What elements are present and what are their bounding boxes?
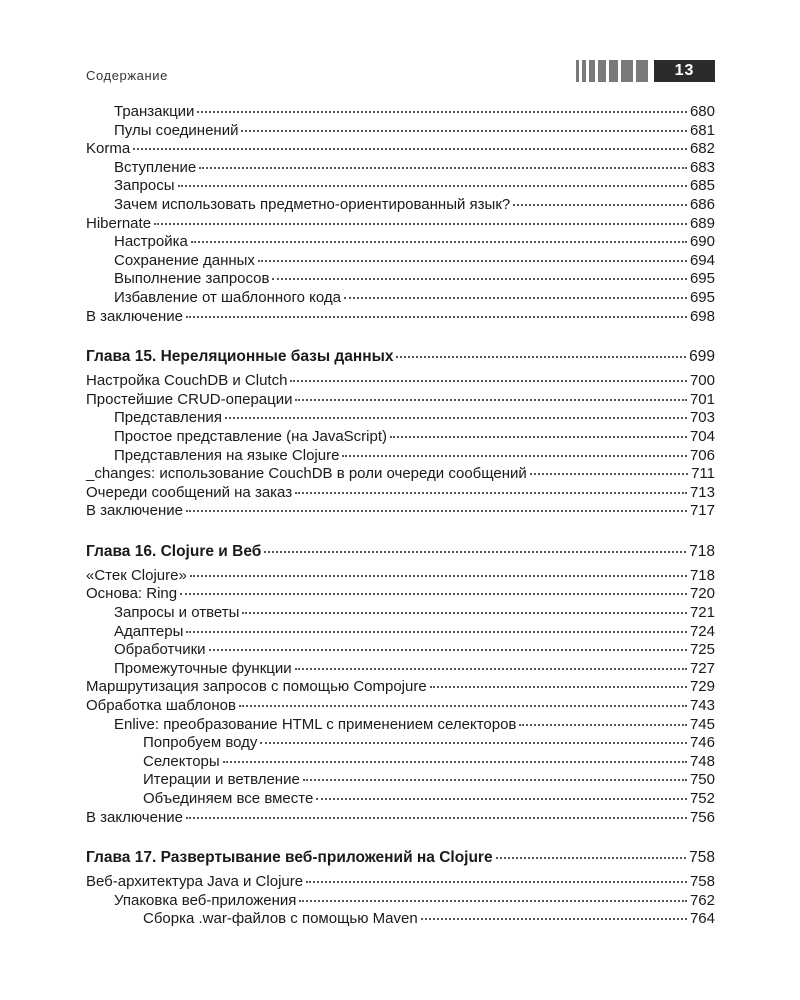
- toc-entry[interactable]: [86, 892, 715, 911]
- toc-entry[interactable]: [86, 641, 715, 660]
- toc-entry-title: Простейшие CRUD-операции: [86, 390, 293, 408]
- toc-entry[interactable]: [86, 910, 715, 929]
- toc-entry-title: В заключение: [86, 808, 183, 826]
- toc-entry-title: _changes: использование CouchDB в роли очереди сообщений: [86, 465, 527, 483]
- toc-entry-title: Пулы соединений: [114, 121, 239, 139]
- toc-entry-page: 701: [689, 390, 715, 408]
- toc-entry-title: Объединяем все вместе: [143, 790, 314, 807]
- toc-entry-title: Hibernate: [86, 214, 152, 232]
- dot-leader: [186, 631, 687, 633]
- dot-leader: [260, 742, 687, 744]
- toc-entry-page: 745: [689, 715, 715, 733]
- dot-leader: [513, 204, 687, 206]
- toc-entry-page: 725: [689, 641, 715, 659]
- toc-entry-title: Маршрутизация запросов с помощью Compojure: [86, 678, 427, 696]
- toc-entry-title: Сборка .war-файлов с помощью Maven: [143, 910, 418, 928]
- toc-entry[interactable]: [86, 771, 715, 790]
- toc-entry[interactable]: [86, 753, 715, 772]
- dot-leader: [154, 223, 687, 225]
- running-title: Содержание: [86, 68, 168, 83]
- toc-entry-title: Основа: Ring: [86, 585, 178, 603]
- toc-chapter[interactable]: [86, 848, 715, 868]
- toc-entry[interactable]: [86, 308, 715, 327]
- dot-leader: [186, 316, 687, 318]
- toc-entry-title: Глава 17. Развертывание веб-приложений на Clojure: [86, 849, 493, 867]
- toc-entry-page: 704: [689, 427, 715, 445]
- toc-entry[interactable]: [86, 790, 715, 809]
- dot-leader: [390, 436, 687, 438]
- toc-entry-page: 695: [689, 270, 715, 288]
- toc-entry-title: Транзакции: [114, 103, 195, 120]
- toc-chapter[interactable]: [86, 542, 715, 562]
- toc-entry-title: Выполнение запросов: [114, 270, 270, 288]
- toc-entry[interactable]: [86, 140, 715, 159]
- toc-entry-page: 729: [689, 678, 715, 696]
- toc-entry[interactable]: [86, 196, 715, 215]
- dot-leader: [241, 130, 686, 132]
- toc-entry[interactable]: [86, 252, 715, 271]
- toc-entry-page: 686: [689, 195, 715, 213]
- toc-entry[interactable]: [86, 289, 715, 308]
- toc-entry[interactable]: [86, 428, 715, 447]
- toc-entry-page: 721: [689, 604, 715, 622]
- toc-entry-title: Настройка CouchDB и Clutch: [86, 372, 288, 390]
- toc-entry-page: 685: [689, 177, 715, 195]
- toc-entry-title: Запросы: [114, 177, 175, 195]
- toc-entry-page: 690: [689, 233, 715, 251]
- toc-entry-title: Итерации и ветвление: [143, 771, 300, 789]
- toc-entry-title: Настройка: [114, 233, 188, 251]
- toc-entry-title: Упаковка веб-приложения: [114, 891, 297, 909]
- toc-entry-title: Промежуточные функции: [114, 659, 292, 677]
- toc-entry-page: 718: [689, 542, 715, 560]
- toc-entry[interactable]: [86, 678, 715, 697]
- dot-leader: [299, 900, 687, 902]
- dot-leader: [186, 817, 687, 819]
- toc-entry[interactable]: [86, 103, 715, 122]
- dot-leader: [396, 356, 686, 358]
- dot-leader: [316, 798, 687, 800]
- toc-entry-title: Обработчики: [114, 641, 206, 659]
- dot-leader: [430, 686, 687, 688]
- toc-entry[interactable]: [86, 567, 715, 586]
- dot-leader: [421, 918, 687, 920]
- dot-leader: [133, 148, 687, 150]
- dot-leader: [197, 111, 687, 113]
- toc-entry-page: 689: [689, 214, 715, 232]
- toc-entry-page: 711: [691, 465, 715, 483]
- dot-leader: [239, 705, 687, 707]
- dot-leader: [295, 399, 686, 401]
- toc-entry[interactable]: [86, 734, 715, 753]
- toc-entry-page: 724: [689, 622, 715, 640]
- toc-entry-page: 699: [689, 348, 715, 366]
- toc-entry-page: 694: [689, 251, 715, 269]
- toc-entry[interactable]: [86, 484, 715, 503]
- toc-entry-page: 743: [689, 697, 715, 715]
- toc-entry-title: Сохранение данных: [114, 251, 255, 269]
- toc-entry-page: 718: [689, 566, 715, 584]
- toc-entry[interactable]: [86, 372, 715, 391]
- toc-entry-page: 758: [689, 873, 715, 891]
- toc-entry-page: 756: [689, 808, 715, 826]
- toc-entry[interactable]: [86, 623, 715, 642]
- toc-entry-page: 713: [689, 483, 715, 501]
- dot-leader: [295, 668, 687, 670]
- toc-entry-title: Enlive: преобразование HTML с применением селекторов: [114, 715, 517, 733]
- toc-entry[interactable]: [86, 122, 715, 141]
- table-of-contents: [86, 103, 715, 929]
- toc-entry-title: Веб-архитектура Java и Clojure: [86, 873, 304, 891]
- dot-leader: [223, 761, 687, 763]
- dot-leader: [530, 473, 688, 475]
- toc-entry-title: Представления на языке Clojure: [114, 446, 340, 464]
- page-header: [86, 60, 715, 84]
- toc-entry-title: Попробуем воду: [143, 734, 258, 752]
- toc-entry-title: Глава 16. Clojure и Веб: [86, 542, 262, 560]
- dot-leader: [306, 881, 687, 883]
- toc-entry-title: В заключение: [86, 307, 183, 325]
- toc-entry[interactable]: [86, 391, 715, 410]
- dot-leader: [344, 297, 687, 299]
- toc-entry[interactable]: [86, 873, 715, 892]
- toc-entry-page: 750: [689, 771, 715, 789]
- toc-entry-page: 698: [689, 307, 715, 325]
- toc-entry-page: 762: [689, 891, 715, 909]
- dot-leader: [303, 779, 687, 781]
- dot-leader: [225, 417, 687, 419]
- toc-entry-title: Представления: [114, 409, 222, 427]
- dot-leader: [342, 455, 687, 457]
- dot-leader: [199, 167, 687, 169]
- toc-entry[interactable]: [86, 809, 715, 828]
- toc-entry-title: Селекторы: [143, 752, 220, 770]
- toc-entry[interactable]: [86, 409, 715, 428]
- toc-entry[interactable]: [86, 502, 715, 521]
- toc-entry[interactable]: [86, 447, 715, 466]
- toc-entry-title: Зачем использовать предметно-ориентированный язык?: [114, 195, 511, 213]
- toc-entry-page: 703: [689, 409, 715, 427]
- toc-entry-title: Обработка шаблонов: [86, 697, 236, 715]
- toc-entry-page: 720: [689, 585, 715, 603]
- toc-entry-title: Запросы и ответы: [114, 604, 240, 622]
- toc-entry-title: Глава 15. Нереляционные базы данных: [86, 348, 394, 366]
- toc-entry[interactable]: [86, 215, 715, 234]
- dot-leader: [295, 492, 687, 494]
- dot-leader: [190, 575, 687, 577]
- toc-entry-page: 683: [689, 158, 715, 176]
- toc-entry-page: 764: [689, 910, 715, 928]
- toc-entry-title: В заключение: [86, 502, 183, 520]
- toc-entry-page: 752: [689, 790, 715, 807]
- toc-entry-title: Вступление: [114, 158, 197, 176]
- toc-entry-title: Избавление от шаблонного кода: [114, 288, 341, 306]
- toc-entry[interactable]: [86, 660, 715, 679]
- toc-entry-page: 680: [689, 103, 715, 120]
- toc-entry-title: «Стек Clojure»: [86, 566, 187, 584]
- toc-entry-page: 758: [689, 849, 715, 867]
- toc-entry[interactable]: [86, 716, 715, 735]
- toc-entry-page: 717: [689, 502, 715, 520]
- toc-entry-page: 748: [689, 752, 715, 770]
- toc-entry-page: 746: [689, 734, 715, 752]
- toc-entry-title: Адаптеры: [114, 622, 184, 640]
- toc-entry-page: 682: [689, 140, 715, 158]
- toc-entry-page: 700: [689, 372, 715, 390]
- toc-entry-title: Korma: [86, 140, 131, 158]
- toc-entry[interactable]: [86, 465, 715, 484]
- toc-entry[interactable]: [86, 270, 715, 289]
- dot-leader: [242, 612, 687, 614]
- toc-entry-title: Простое представление (на JavaScript): [114, 427, 387, 445]
- dot-leader: [178, 185, 687, 187]
- dot-leader: [272, 278, 686, 280]
- dot-leader: [496, 857, 687, 859]
- toc-entry[interactable]: [86, 159, 715, 178]
- toc-chapter[interactable]: [86, 347, 715, 367]
- toc-entry[interactable]: [86, 177, 715, 196]
- dot-leader: [209, 649, 687, 651]
- page-number: 13: [654, 60, 715, 82]
- toc-entry-page: 681: [689, 121, 715, 139]
- toc-entry-page: 706: [689, 446, 715, 464]
- header-stripes-decoration: [576, 60, 648, 82]
- toc-entry[interactable]: [86, 585, 715, 604]
- dot-leader: [180, 593, 687, 595]
- dot-leader: [519, 724, 687, 726]
- toc-entry[interactable]: [86, 233, 715, 252]
- dot-leader: [264, 551, 686, 553]
- toc-entry-page: 727: [689, 659, 715, 677]
- toc-entry[interactable]: [86, 697, 715, 716]
- dot-leader: [191, 241, 687, 243]
- dot-leader: [186, 510, 687, 512]
- dot-leader: [290, 380, 687, 382]
- dot-leader: [258, 260, 687, 262]
- toc-entry-title: Очереди сообщений на заказ: [86, 483, 293, 501]
- toc-entry[interactable]: [86, 604, 715, 623]
- toc-entry-page: 695: [689, 288, 715, 306]
